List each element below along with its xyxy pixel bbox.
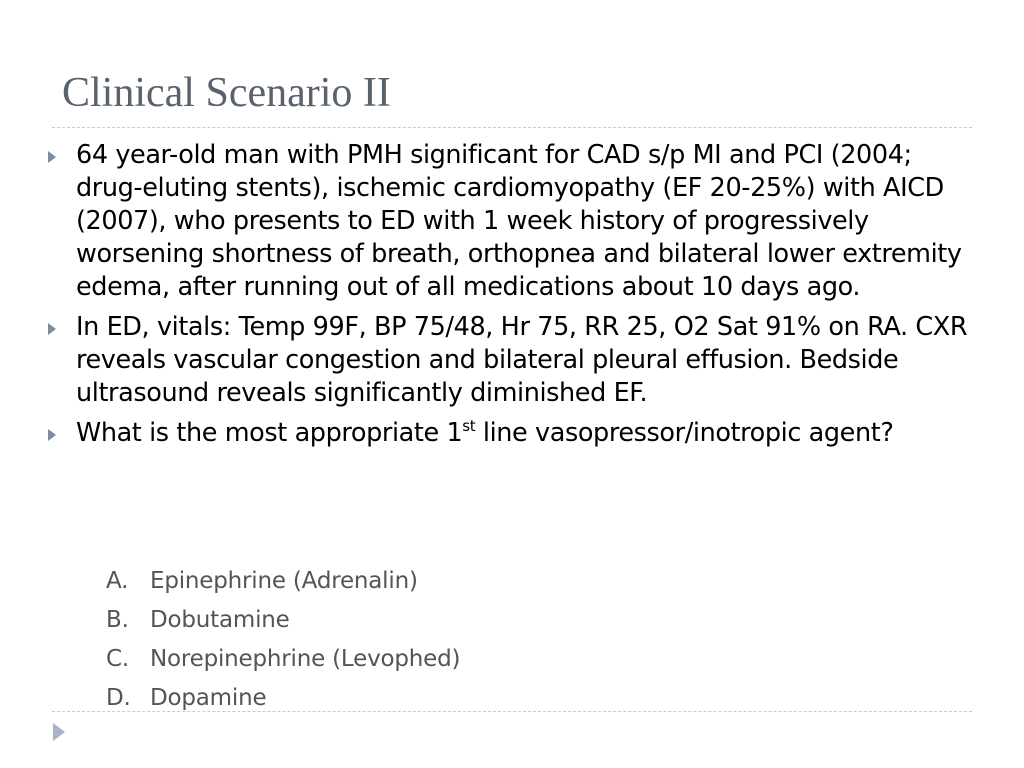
answer-options [106, 562, 460, 718]
slide-title: Clinical Scenario II [62, 70, 391, 116]
option-a [106, 562, 460, 601]
option-letter: C. [106, 646, 129, 672]
option-b [106, 601, 460, 640]
option-text: Dobutamine [150, 607, 290, 633]
bullet-triangle-icon [48, 323, 56, 335]
bullet-text-history: 64 year-old man with PMH significant for CAD s/p MI and PCI (2004; drug-eluting stents), ischemic cardiomyopathy (EF 20-25%) with AICD (2007), who presents to ED with 1 week history of progressively worsening shortness of breath, orthopnea and bilateral lower extremity edema, after running out of all medications about 10 days ago. [76, 140, 962, 302]
option-d [106, 679, 460, 718]
question-text-start: What is the most appropriate 1 [76, 418, 463, 448]
bullet-text-vitals: In ED, vitals: Temp 99F, BP 75/48, Hr 75, RR 25, O2 Sat 91% on RA. CXR reveals vascular congestion and bilateral pleural effusion. Bedside ultrasound reveals significantly diminished EF. [76, 312, 968, 408]
option-text: Epinephrine (Adrenalin) [150, 568, 418, 594]
option-text: Norepinephrine (Levophed) [150, 646, 461, 672]
option-letter: B. [106, 607, 129, 633]
option-text: Dopamine [150, 685, 267, 711]
bullet-item-vitals [42, 311, 982, 410]
play-arrow-icon[interactable] [53, 723, 65, 741]
question-text-end: line vasopressor/inotropic agent? [475, 418, 894, 448]
bullet-item-question [42, 417, 982, 450]
option-letter: A. [106, 568, 129, 594]
footer-divider [52, 711, 972, 712]
question-superscript: st [462, 417, 476, 435]
bullet-triangle-icon [48, 151, 56, 163]
bullet-list [42, 139, 982, 457]
option-letter: D. [106, 685, 131, 711]
option-c [106, 640, 460, 679]
bullet-item-history [42, 139, 982, 304]
bullet-triangle-icon [48, 429, 56, 441]
title-divider [52, 127, 972, 128]
